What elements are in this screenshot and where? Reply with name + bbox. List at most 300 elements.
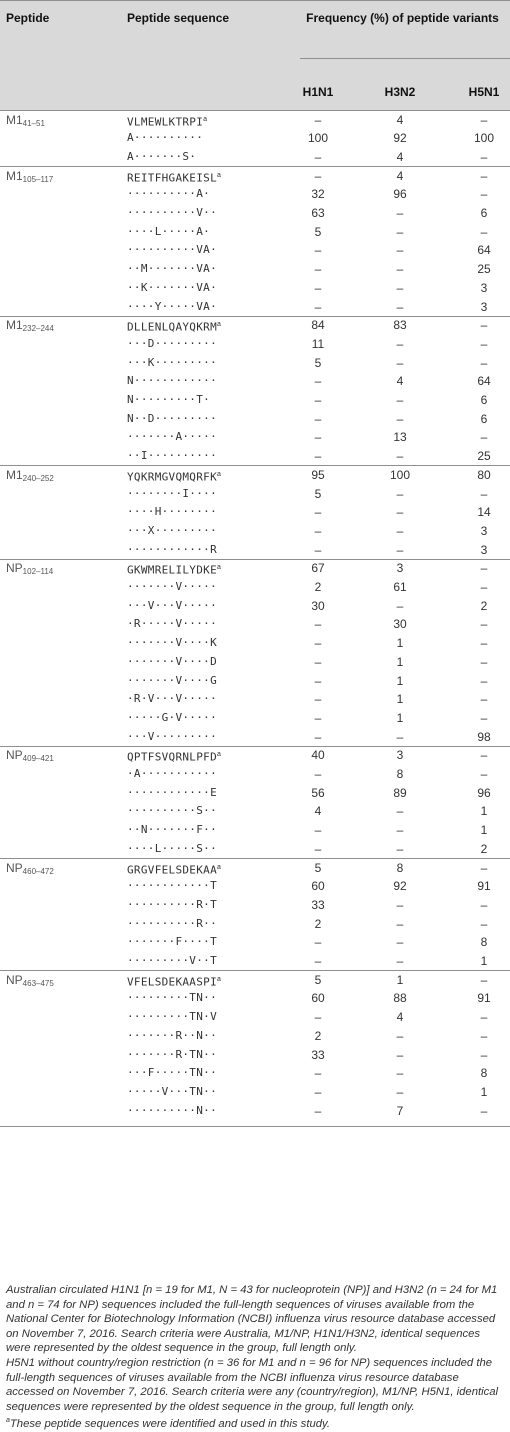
variant-sequence [127,690,217,708]
h5n1-cell: 100 [473,131,495,145]
peptide-range: 232–244 [22,324,54,333]
h3n2-cell: 83 [393,318,407,332]
sequence-text: ··M·······VA· [127,262,217,275]
h5n1-cell: – [480,617,488,631]
sequence-text: ····Y·····VA· [127,300,217,313]
h3n2-cell: – [396,337,404,351]
h1n1-cell: 32 [311,187,325,201]
footnote-marker: a [217,976,222,983]
h5n1-cell: – [480,636,488,650]
h5n1-cell: 91 [477,991,491,1005]
footnote-marker: a [6,1417,10,1425]
variant-sequence [127,335,217,353]
h1n1-cell: – [314,1066,322,1080]
h1n1-cell: – [314,823,322,837]
group-divider [0,858,510,859]
sequence-text: ·······V····K [127,636,217,649]
h3n2-cell: – [396,730,404,744]
group-divider [0,465,510,466]
h3n2-cell: – [396,243,404,257]
sequence-text: YQKRMGVQMQRFK [127,470,217,484]
sequence-text: GRGVFELSDEKAA [127,863,217,877]
footnote-marker: a [217,471,222,478]
footnote-marker: a [217,172,222,179]
h5n1-cell: 64 [477,243,491,257]
variant-sequence [127,279,217,297]
h5n1-cell: – [480,430,488,444]
sequence-text: A·········· [127,131,204,144]
sequence-text: ·······V····G [127,674,217,687]
variant-sequence [127,877,217,895]
variant-sequence [127,1008,217,1026]
h5n1-cell: 1 [480,823,488,837]
sequence-text: ····L·····A· [127,225,211,238]
h5n1-cell: – [480,318,488,332]
variant-sequence [127,840,217,858]
variant-sequence [127,410,217,428]
variant-sequence [127,447,217,465]
h3n2-cell: 100 [389,468,411,482]
variant-sequence [127,672,217,690]
h3n2-cell: – [396,449,404,463]
variant-sequence [127,933,217,951]
peptide-range: 102–114 [22,567,54,576]
h5n1-cell: – [480,767,488,781]
h5n1-cell: 3 [480,524,488,538]
h3n2-cell: – [396,412,404,426]
variant-sequence [127,821,217,839]
variant-sequence [127,1102,217,1120]
h5n1-cell: – [480,655,488,669]
variant-sequence [127,765,217,783]
h5n1-cell: 1 [480,954,488,968]
variant-sequence [127,503,217,521]
variant-sequence [127,354,217,372]
peptide-range: 409–421 [22,754,54,763]
h3n2-cell: 4 [396,1010,404,1024]
h1n1-cell: – [314,281,322,295]
h3n2-cell: – [396,1029,404,1043]
h5n1-cell: 96 [477,786,491,800]
header-h5n1: H5N1 [468,85,500,99]
h3n2-cell: 1 [396,655,404,669]
variant-sequence [127,148,196,166]
h3n2-cell: – [396,599,404,613]
group-divider [0,316,510,317]
sequence-text: ············R [127,543,217,556]
sequence-text: VLMEWLKTRPI [127,115,204,129]
h1n1-cell: 67 [311,561,325,575]
h3n2-cell: 1 [396,973,404,987]
sequence-text: ·····G·V····· [127,711,217,724]
variant-sequence [127,129,203,147]
sequence-text: ··N·······F·· [127,823,217,836]
h1n1-cell: – [314,617,322,631]
sequence-text: ···K········· [127,356,217,369]
h3n2-cell: 8 [396,861,404,875]
peptide-name: NP [6,748,23,762]
footnote-marker: a [217,864,222,871]
h5n1-cell: – [480,1048,488,1062]
h3n2-cell: – [396,300,404,314]
h3n2-cell: – [396,356,404,370]
variant-sequence [127,185,210,203]
reference-sequence [127,559,221,580]
reference-sequence [127,316,221,337]
variant-sequence [127,485,217,503]
variant-sequence [127,204,217,222]
h1n1-cell: 4 [314,804,322,818]
footnote-marker: a [217,321,222,328]
sequence-text: ·······R··N·· [127,1029,217,1042]
sequence-text: ····L·····S·· [127,842,217,855]
h3n2-cell: 1 [396,692,404,706]
h1n1-cell: 5 [314,861,322,875]
h1n1-cell: – [314,243,322,257]
h3n2-cell: – [396,917,404,931]
sequence-text: ·····V···TN·· [127,1085,217,1098]
h5n1-cell: 25 [477,262,491,276]
h1n1-cell: 2 [314,580,322,594]
h5n1-cell: 2 [480,842,488,856]
sequence-text: GKWMRELILYDKE [127,563,217,577]
h1n1-cell: – [314,169,322,183]
h3n2-cell: 1 [396,674,404,688]
h3n2-cell: 1 [396,636,404,650]
sequence-text: ··········R·· [127,917,217,930]
h1n1-cell: – [314,636,322,650]
h1n1-cell: – [314,374,322,388]
footnote-a-text: These peptide sequences were identified and used in this study. [9,1418,330,1431]
h3n2-cell: – [396,935,404,949]
h3n2-cell: 7 [396,1104,404,1118]
h1n1-cell: 60 [311,879,325,893]
h5n1-cell: 6 [480,206,488,220]
group-divider [0,559,510,560]
sequence-text: ········I···· [127,487,217,500]
h1n1-cell: – [314,935,322,949]
sequence-text: ····H········ [127,505,217,518]
sequence-text: N············ [127,374,217,387]
h3n2-cell: – [396,487,404,501]
h1n1-cell: 2 [314,917,322,931]
peptide-label [6,167,53,189]
sequence-text: ··K·······VA· [127,281,217,294]
variant-sequence [127,428,217,446]
variant-sequence [127,653,217,671]
h1n1-cell: – [314,1010,322,1024]
h3n2-cell: – [396,543,404,557]
header-subrule [300,58,510,59]
h3n2-cell: 88 [393,991,407,1005]
variant-sequence [127,597,217,615]
h1n1-cell: – [314,543,322,557]
table-top-rule [0,0,510,1]
peptide-label [6,971,54,993]
variant-sequence [127,1027,217,1045]
h1n1-cell: – [314,730,322,744]
h3n2-cell: – [396,1085,404,1099]
h5n1-cell: – [480,561,488,575]
h1n1-cell: 33 [311,898,325,912]
sequence-text: ·········TN·· [127,991,217,1004]
sequence-text: ·········TN·V [127,1010,217,1023]
h3n2-cell: – [396,1048,404,1062]
variant-sequence [127,578,217,596]
sequence-text: ·······V····· [127,580,217,593]
sequence-text: ···F·····TN·· [127,1066,217,1079]
sequence-text: ··········A· [127,187,211,200]
h1n1-cell: – [314,430,322,444]
h5n1-cell: – [480,225,488,239]
group-divider [0,746,510,747]
h5n1-cell: – [480,169,488,183]
h1n1-cell: – [314,674,322,688]
variant-sequence [127,1083,217,1101]
h3n2-cell: 3 [396,561,404,575]
peptide-range: 105–117 [22,175,54,184]
h5n1-cell: – [480,487,488,501]
peptide-label [6,316,54,338]
sequence-text: VFELSDEKAASPI [127,975,217,989]
sequence-text: REITFHGAKEISL [127,171,217,185]
h1n1-cell: – [314,692,322,706]
h1n1-cell: – [314,842,322,856]
sequence-text: ·R·V···V····· [127,692,217,705]
sequence-text: ·R·····V····· [127,617,217,630]
sequence-text: DLLENLQAYQKRM [127,320,217,334]
h1n1-cell: 95 [311,468,325,482]
sequence-text: ···D········· [127,337,217,350]
peptide-name: NP [6,561,23,575]
variant-sequence [127,989,217,1007]
h1n1-cell: – [314,1085,322,1099]
group-divider [0,970,510,971]
peptide-name: M1 [6,318,23,332]
h1n1-cell: 63 [311,206,325,220]
h1n1-cell: 11 [311,337,325,351]
h3n2-cell: – [396,206,404,220]
sequence-text: ··········S·· [127,804,217,817]
h3n2-cell: 4 [396,374,404,388]
h1n1-cell: 60 [311,991,325,1005]
h5n1-cell: 3 [480,543,488,557]
h1n1-cell: 5 [314,487,322,501]
h3n2-cell: – [396,954,404,968]
h5n1-cell: 6 [480,393,488,407]
peptide-name: M1 [6,468,23,482]
h3n2-cell: – [396,804,404,818]
variant-sequence [127,223,210,241]
h3n2-cell: 89 [393,786,407,800]
footnote-a [6,1414,506,1431]
h3n2-cell: 30 [393,617,407,631]
h3n2-cell: – [396,842,404,856]
h3n2-cell: 13 [393,430,407,444]
h1n1-cell: – [314,767,322,781]
peptide-range: 41–51 [22,119,45,128]
h1n1-cell: 5 [314,225,322,239]
variant-sequence [127,1046,217,1064]
h3n2-cell: 96 [393,187,407,201]
h3n2-cell: 92 [393,131,407,145]
sequence-text: ············T [127,879,217,892]
h1n1-cell: – [314,711,322,725]
peptide-label [6,559,53,581]
reference-sequence [127,746,221,767]
h3n2-cell: – [396,823,404,837]
peptide-label [6,746,54,768]
h1n1-cell: 2 [314,1029,322,1043]
h5n1-cell: – [480,1104,488,1118]
h1n1-cell: 100 [307,131,329,145]
h5n1-cell: – [480,861,488,875]
peptide-range: 463–475 [22,979,54,988]
h3n2-cell: 4 [396,169,404,183]
sequence-text: ·······R·TN·· [127,1048,217,1061]
h3n2-cell: 3 [396,748,404,762]
h1n1-cell: 30 [311,599,325,613]
h3n2-cell: – [396,262,404,276]
sequence-text: ·······F····T [127,935,217,948]
variant-sequence [127,709,217,727]
header-frequency: Frequency (%) of peptide variants [306,11,499,25]
h5n1-cell: 3 [480,300,488,314]
h3n2-cell: 4 [396,150,404,164]
variant-sequence [127,802,217,820]
h5n1-cell: – [480,898,488,912]
h1n1-cell: – [314,524,322,538]
variant-sequence [127,298,217,316]
sequence-text: ···V········· [127,730,217,743]
h1n1-cell: – [314,1104,322,1118]
peptide-range: 460–472 [22,867,54,876]
sequence-text: ··········R·T [127,898,217,911]
footnote-marker: a [203,116,208,123]
sequence-text: ············E [127,786,217,799]
variant-sequence [127,896,217,914]
sequence-text: QPTFSVQRNLPFD [127,750,217,764]
h5n1-cell: – [480,917,488,931]
h3n2-cell: – [396,393,404,407]
h1n1-cell: 5 [314,973,322,987]
h3n2-cell: – [396,281,404,295]
sequence-text: ·······V····D [127,655,217,668]
sequence-text: ·A··········· [127,767,217,780]
h3n2-cell: – [396,505,404,519]
header-peptide: Peptide [6,11,50,25]
sequence-text: ··········VA· [127,243,217,256]
h1n1-cell: – [314,113,322,127]
sequence-text: N··D········· [127,412,217,425]
table-footnotes [6,1283,506,1432]
footnote-h5n1: H5N1 without country/region restriction (n = 36 for M1 and n = 96 for NP) sequences included the full-length sequences of viruses available from the NCBI influenza virus resource database accessed on November 7, 2016. Search criteria were any (country/region), M1/NP, H5N1, identical sequences were represented by the oldest sequence in the group, full length only. [6,1356,499,1413]
h5n1-cell: – [480,711,488,725]
variant-sequence [127,615,217,633]
header-h3n2: H3N2 [384,85,416,99]
h1n1-cell: – [314,449,322,463]
h5n1-cell: 1 [480,804,488,818]
peptide-label [6,859,54,881]
h5n1-cell: 6 [480,412,488,426]
h1n1-cell: – [314,954,322,968]
h1n1-cell: – [314,655,322,669]
reference-sequence [127,466,221,487]
h1n1-cell: – [314,412,322,426]
h1n1-cell: 40 [311,748,325,762]
h5n1-cell: – [480,337,488,351]
h3n2-cell: 61 [393,580,407,594]
peptide-name: M1 [6,169,23,183]
h1n1-cell: 84 [311,318,325,332]
h1n1-cell: 56 [311,786,325,800]
h3n2-cell: 92 [393,879,407,893]
sequence-text: N·········T· [127,393,211,406]
h5n1-cell: 3 [480,281,488,295]
h5n1-cell: 25 [477,449,491,463]
h5n1-cell: 2 [480,599,488,613]
h5n1-cell: – [480,692,488,706]
footnote-h1n1-h3n2: Australian circulated H1N1 [n = 19 for M1, N = 43 for nucleoprotein (NP)] and H3N2 (n = 24 for M1 and n = 74 for NP) sequences included the full-length sequences of viruses available from the National Center for Biotechnology Information (NCBI) influenza virus resource database accessed on November 7, 2016. Search criteria were Australia, M1/NP, H1N1/H3N2, identical sequences were represented by the oldest sequence in the group, full length only. [6,1284,498,1355]
header-h1n1: H1N1 [302,85,334,99]
variant-sequence [127,728,217,746]
h5n1-cell: 91 [477,879,491,893]
footnote-marker: a [217,751,222,758]
h5n1-cell: – [480,748,488,762]
h1n1-cell: – [314,300,322,314]
h5n1-cell: 8 [480,935,488,949]
h5n1-cell: – [480,150,488,164]
header-peptide-sequence: Peptide sequence [127,11,230,25]
variant-sequence [127,241,217,259]
h5n1-cell: 1 [480,1085,488,1099]
variant-sequence [127,391,210,409]
h5n1-cell: 98 [477,730,491,744]
h1n1-cell: – [314,150,322,164]
sequence-text: ··········V·· [127,206,217,219]
h3n2-cell: – [396,524,404,538]
variant-sequence [127,1064,217,1082]
h1n1-cell: – [314,262,322,276]
variant-sequence [127,952,217,970]
h5n1-cell: – [480,1029,488,1043]
h5n1-cell: 14 [477,505,491,519]
h5n1-cell: 64 [477,374,491,388]
variant-sequence [127,915,217,933]
sequence-text: ·······A····· [127,430,217,443]
h1n1-cell: – [314,505,322,519]
h5n1-cell: – [480,356,488,370]
table-bottom-rule [0,1126,510,1127]
header-bottom-rule [0,110,510,111]
peptide-name: M1 [6,113,23,127]
variant-sequence [127,372,217,390]
sequence-text: A·······S· [127,150,197,163]
variant-sequence [127,541,217,559]
footnote-marker: a [217,564,222,571]
sequence-text: ···X········· [127,524,217,537]
h5n1-cell: – [480,187,488,201]
peptide-name: NP [6,973,23,987]
variant-sequence [127,634,217,652]
h5n1-cell: – [480,973,488,987]
group-divider [0,166,510,167]
h5n1-cell: 8 [480,1066,488,1080]
h5n1-cell: – [480,580,488,594]
h5n1-cell: – [480,674,488,688]
h3n2-cell: 8 [396,767,404,781]
h5n1-cell: – [480,113,488,127]
